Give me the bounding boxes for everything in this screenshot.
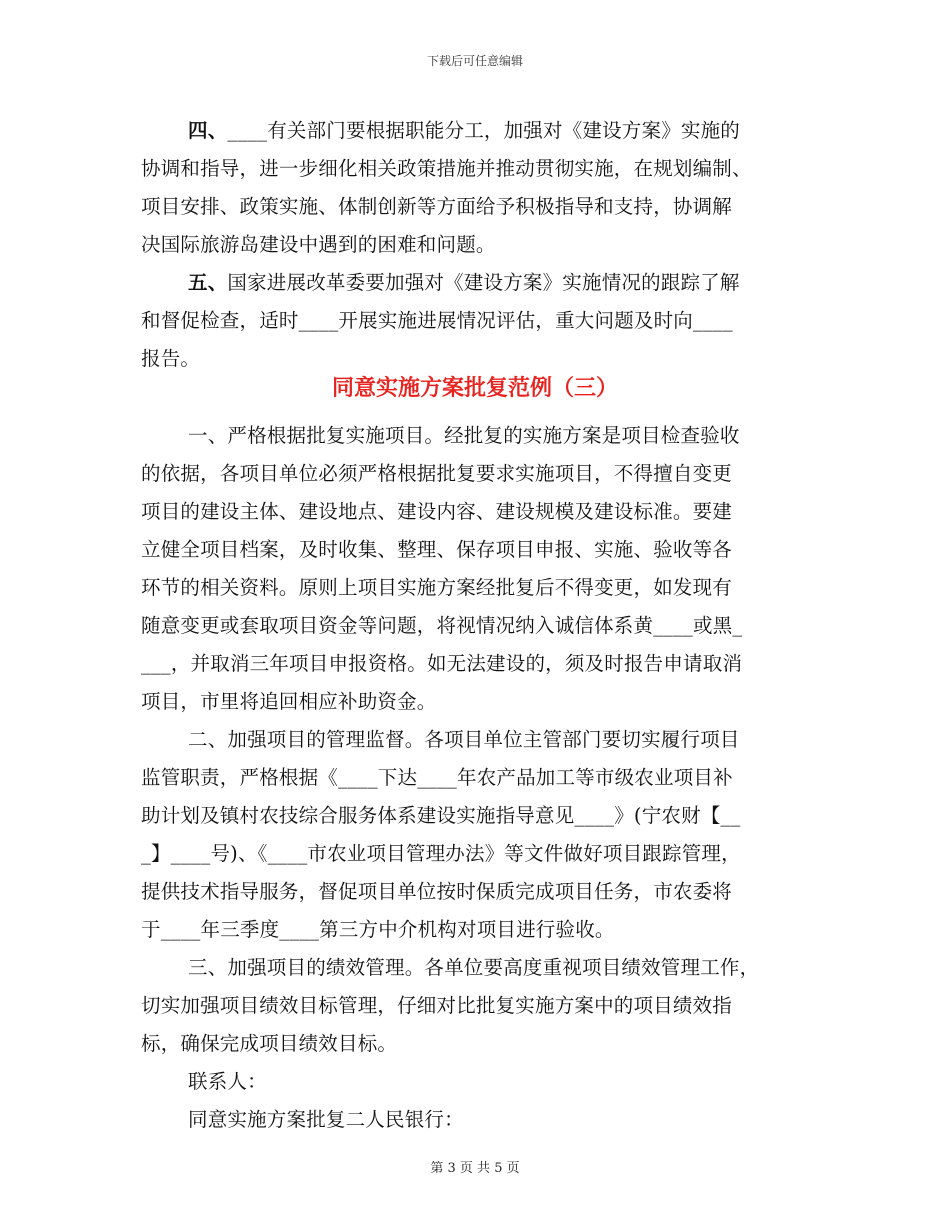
section-title: 同意实施方案批复范例（三） [331, 375, 618, 401]
para1-line-2: 的依据，各项目单位必须严格根据批复要求实施项目，不得擅自变更 [141, 462, 733, 485]
para2-line-2: 监管职责，严格根据《____下达____年农产品加工等市级农业项目补 [141, 766, 733, 789]
para1-line-3: 项目的建设主体、建设地点、建设内容、建设规模及建设标准。要建 [141, 500, 733, 523]
section5-line-3: 报告。 [141, 347, 201, 370]
para1-line-4: 立健全项目档案，及时收集、整理、保存项目申报、实施、验收等各 [141, 538, 733, 561]
para2-line-6: 于____年三季度____第三方中介机构对项目进行验收。 [141, 918, 615, 941]
para1-line-5: 环节的相关资料。原则上项目实施方案经批复后不得变更，如发现有 [141, 576, 733, 599]
para2-line-1: 二、加强项目的管理监督。各项目单位主管部门要切实履行项目 [188, 728, 740, 751]
page-header: 下载后可任意编辑 [426, 54, 523, 68]
para3-line-2: 切实加强项目绩效目标管理，仔细对比批复实施方案中的项目绩效指 [141, 994, 733, 1017]
section4-line-4: 决国际旅游岛建设中遇到的困难和问题。 [141, 233, 496, 256]
section4-line-3: 项目安排、政策实施、体制创新等方面给予积极指导和支持，协调解 [141, 195, 733, 218]
section5-line-2: 和督促检查，适时____开展实施进展情况评估，重大问题及时向____ [141, 309, 733, 332]
section4-line-2: 协调和指导，进一步细化相关政策措施并推动贯彻实施，在规划编制、 [141, 157, 752, 180]
para2-line-3: 助计划及镇村农技综合服务体系建设实施指导意见____》(宁农财【__ [141, 804, 741, 827]
contact-label: 联系人： [188, 1070, 267, 1093]
para1-line-8: 项目，市里将追回相应补助资金。 [141, 690, 437, 713]
section4-marker: 四、 [188, 119, 228, 142]
para1-line-1: 一、严格根据批复实施项目。经批复的实施方案是项目检查验收 [188, 424, 740, 447]
para2-line-5: 提供技术指导服务，督促项目单位按时保质完成项目任务，市农委将 [141, 880, 733, 903]
section5-line-1: 五、国家进展改革委要加强对《建设方案》实施情况的跟踪了解 [188, 271, 740, 294]
para2-line-4: _】____号)、《____市农业项目管理办法》等文件做好项目跟踪管理， [141, 842, 741, 865]
para1-line-6: 随意变更或套取项目资金等问题，将视情况纳入诚信体系黄____或黑_ [141, 614, 743, 637]
para3-line-3: 标，确保完成项目绩效目标。 [141, 1032, 398, 1055]
section4-line-1: 四、____有关部门要根据职能分工，加强对《建设方案》实施的 [188, 119, 741, 142]
section5-marker: 五、 [188, 271, 228, 294]
para3-line-1: 三、加强项目的绩效管理。各单位要高度重视项目绩效管理工作， [188, 956, 760, 979]
para1-line-7: ___，并取消三年项目申报资格。如无法建设的，须及时报告申请取消 [141, 652, 743, 675]
page-footer: 第 3 页 共 5 页 [430, 1161, 520, 1176]
next-heading: 同意实施方案批复二人民银行： [188, 1108, 464, 1131]
